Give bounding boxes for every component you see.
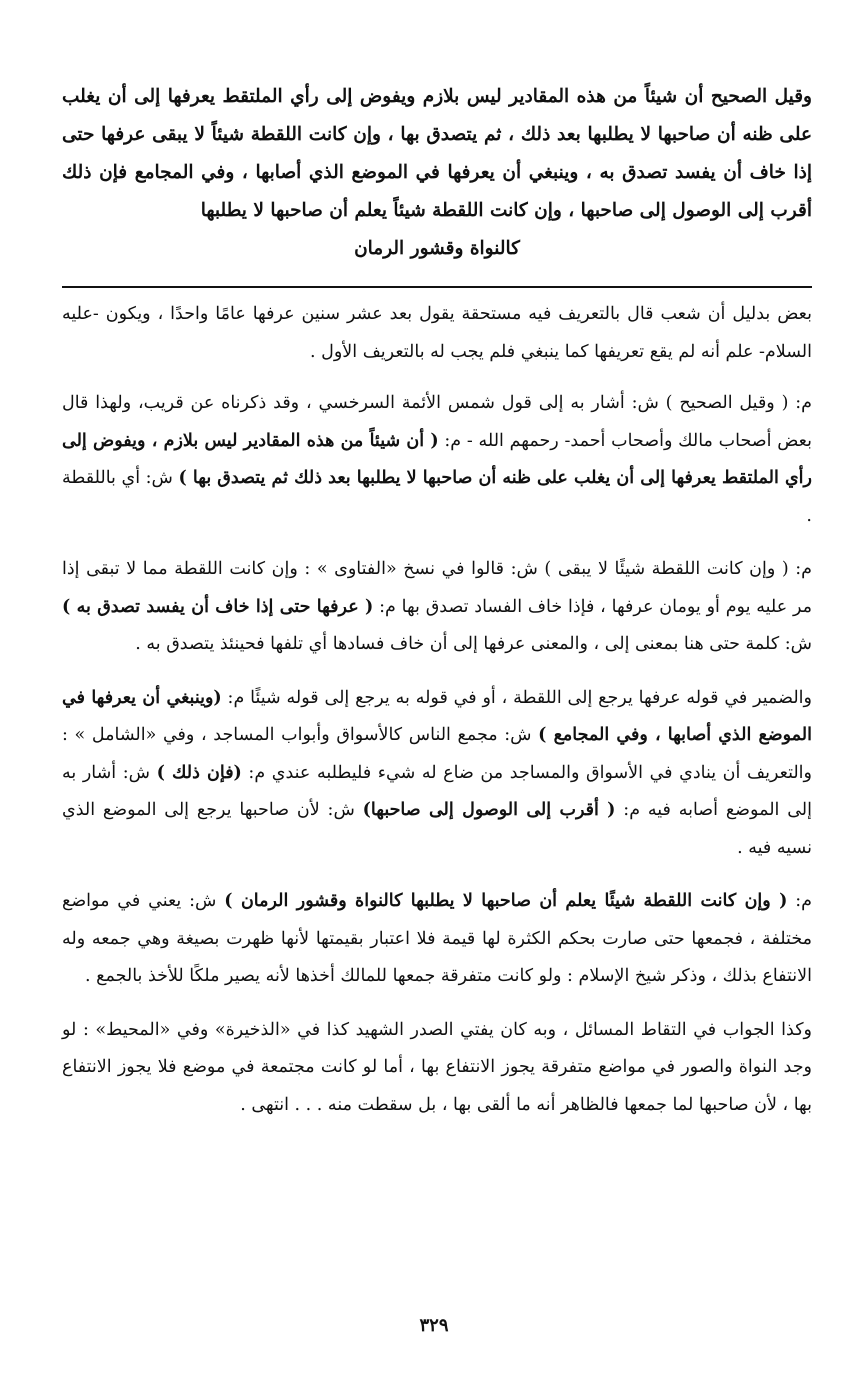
quoted-matn: ( وإن كانت اللقطة شيئًا يعلم أن صاحبها لا يطلبها كالنواة وقشور الرمان ) [224,891,788,911]
quoted-matn: (فإن ذلك ) [156,762,242,783]
paragraph-text: ش: يعني في مواضع مختلفة ، فجمعها حتى صارت بحكم الكثرة لها قيمة فلا اعتبار بقيمتها لأنها ظهرت بصيغة وهي جمعه وله الانتفاع بذلك ، وذكر شيخ الإسلام : ولو كانت متفرقة جمعها للمالك أخذها لأنه يصير ملكًا للأخذ بالجمع . [62,891,812,986]
paragraph-text: والضمير في قوله عرفها يرجع إلى اللقطة ، أو في قوله به يرجع إلى قوله شيئًا م: [221,687,812,708]
commentary [62,296,812,1124]
paragraph-text: م: ( وإن كانت اللقطة شيئًا لا يبقى ) ش: قالوا في نسخ «الفتاوى » : وإن كانت اللقطة مما لا تبقى إذا مر عليه يوم أو يومان عرفها ، فإذا خاف الفساد تصدق بها م: [62,559,812,617]
paragraph-text: بعض بدليل أن شعب قال بالتعريف فيه مستحقة يقول بعد عشر سنين عرفها عامًا واحدًا ، ويكون -عليه السلام- علم أنه لم يقع تعريفها كما ينبغي فلم يجب له بالتعريف الأول . [62,304,812,362]
quoted-matn: (وينبغي أن يعرفها في الموضع الذي أصابها ، وفي المجامع ) [62,687,812,745]
page-number: ٣٢٩ [419,1315,449,1336]
matn-paragraph: وقيل الصحيح أن شيئاً من هذه المقادير ليس بلازم ويفوض إلى رأي الملتقط يعرفها إلى أن يغلب على ظنه أن صاحبها لا يطلبها بعد ذلك ، ثم يتصدق بها ، وإن كانت اللقطة شيئاً لا يبقى عرفها حتى إذا خاف أن يفسد تصدق به ، وينبغي أن يعرفها في الموضع الذي أصابها ، وفي المجامع فإن ذلك أقرب إلى الوصول إلى صاحبها ، وإن كانت اللقطة شيئاً يعلم أن صاحبها لا يطلبها [62,86,812,221]
page-body [62,78,812,1140]
matn-last-line: كالنواة وقشور الرمان [354,238,520,259]
commentary-paragraph-2 [62,385,812,535]
commentary-paragraph-1 [62,296,812,371]
paragraph-text: ش: مجمع الناس كالأسواق وأبواب المساجد ، وفي «الشامل » : والتعريف أن ينادي في الأسواق والمساجد من ضاع له شيء فليطلبه عندي م: [62,725,812,783]
paragraph-text: ش: لأن صاحبها يرجع إلى الموضع الذي نسيه فيه . [62,800,812,858]
paragraph-text: وكذا الجواب في التقاط المسائل ، وبه كان يفتي الصدر الشهيد كذا في «الذخيرة» وفي «المحيط» : لو وجد النواة والصور في مواضع متفرقة يجوز الانتفاع بها ، أما لو كانت مجتمعة في موضع فلا يجوز الانتفاع بها ، لأن صاحبها لما جمعها فالظاهر أنه ما ألقى بها ، بل سقطت منه . . . انتهى . [62,1019,812,1115]
commentary-paragraph-3 [62,551,812,664]
quoted-matn: ( أن شيئاً من هذه المقادير ليس بلازم ، ويفوض إلى رأي الملتقط يعرفها إلى أن يغلب على ظنه أن صاحبها لا يطلبها بعد ذلك ثم يتصدق بها ) [62,430,812,488]
quoted-matn: ( عرفها حتى إذا خاف أن يفسد تصدق به ) [62,596,374,617]
paragraph-text: ش: أي باللقطة . [62,468,812,526]
commentary-paragraph-4 [62,680,812,868]
commentary-paragraph-6 [62,1012,812,1125]
quoted-matn: ( أقرب إلى الوصول إلى صاحبها) [362,800,616,820]
footnote-divider [62,286,812,288]
matn-text [62,78,812,230]
paragraph-text: م: [787,891,813,911]
paragraph-text: م: ( وقيل الصحيح ) ش: أشار به إلى قول شمس الأئمة السرخسي ، وقد ذكرناه عن قريب، ولهذا قال بعض أصحاب مالك وأصحاب أحمد- رحمهم الله - م: [62,393,812,451]
paragraph-text: ش: كلمة حتى هنا بمعنى إلى ، والمعنى عرفها إلى أن خاف فسادها أي تلفها فحينئذ يتصدق به . [135,634,812,654]
commentary-paragraph-5 [62,883,812,996]
paragraph-text: ش: أشار به إلى الموضع أصابه فيه م: [62,762,812,820]
